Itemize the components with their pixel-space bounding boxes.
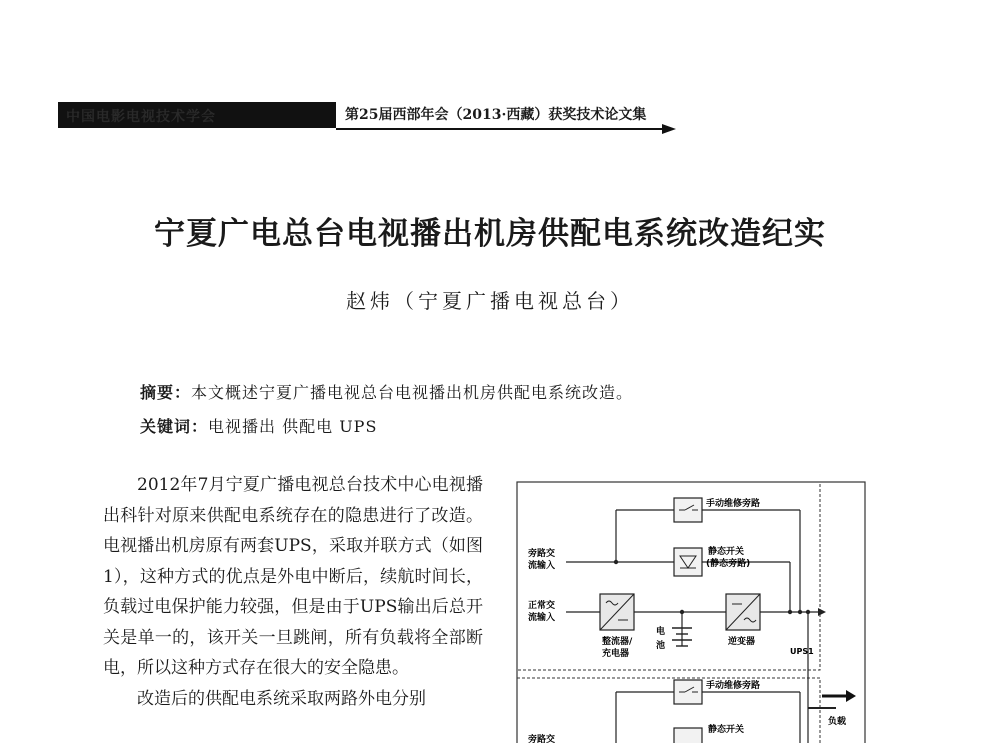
static-switch-2-label: 静态开关: [708, 725, 745, 735]
static-switch-icon: [674, 548, 702, 576]
header-bar: [58, 102, 336, 128]
body-column: [103, 470, 483, 714]
abstract: [140, 380, 633, 403]
abstract-label: 摘要：: [140, 383, 192, 402]
inverter-icon: [726, 594, 760, 630]
header-rule: [336, 128, 666, 130]
bypass-input-label-2: 流输入: [528, 561, 556, 571]
keywords: [140, 414, 377, 437]
static-switch-2-icon: [674, 728, 702, 743]
manual-bypass-switch-icon: [674, 498, 702, 522]
battery-label-1: 电: [656, 627, 666, 637]
article-title: 宁夏广电总台电视播出机房供配电系统改造纪实: [154, 216, 826, 252]
figure-1-ups-diagram: [506, 470, 878, 743]
manual-bypass-label: 手动维修旁路: [706, 499, 761, 509]
inverter-label: 逆变器: [728, 637, 756, 647]
ups1-output-arrow-icon: [818, 608, 826, 616]
bypass-input-2-label: 旁路交: [528, 735, 556, 743]
static-switch-label: 静态开关: [708, 547, 745, 557]
rectifier-label-2: 充电器: [602, 649, 630, 659]
manual-bypass-switch-2-icon: [674, 680, 702, 704]
header-arrow-icon: [662, 124, 676, 134]
static-bypass-label: (静态旁路): [706, 559, 751, 569]
normal-input-label-1: 正常交: [528, 601, 556, 611]
series-header: 第25届西部年会（2013·西藏）获奖技术论文集: [345, 107, 647, 123]
manual-bypass-2-label: 手动维修旁路: [706, 681, 761, 691]
normal-input-label-2: 流输入: [528, 613, 556, 623]
load-arrow-icon: [822, 690, 856, 702]
load-label: 负载: [828, 717, 847, 727]
paragraph-2: 改造后的供配电系统采取两路外电分别: [137, 688, 426, 709]
ups1-label: UPS1: [790, 647, 814, 656]
article-author: 赵炜（宁夏广播电视总台）: [346, 289, 634, 313]
keywords-text: 电视播出 供配电 UPS: [208, 417, 378, 436]
rectifier-icon: [600, 594, 634, 630]
abstract-text: 本文概述宁夏广播电视总台电视播出机房供配电系统改造。: [191, 383, 634, 402]
paragraph-1: 2012年7月宁夏广播电视总台技术中心电视播出科针对原来供配电系统存在的隐患进行了改造。电视播出机房原有两套UPS，采取并联方式（如图1），这种方式的优点是外电中断后，续航时间长，负载过电保护能力较强，但是由于UPS输出后总开关是单一的，该开关一旦跳闸，所有负载将全部断电，所以这种方式存在很大的安全隐患。: [103, 475, 483, 678]
ups2-box: [517, 678, 820, 743]
series-name-ghost: 中国电影电视技术学会: [66, 109, 216, 125]
bypass-input-label-1: 旁路交: [528, 549, 556, 559]
rectifier-label-1: 整流器/: [602, 637, 633, 647]
battery-label-2: 池: [656, 641, 666, 651]
keywords-label: 关键词：: [140, 417, 209, 436]
